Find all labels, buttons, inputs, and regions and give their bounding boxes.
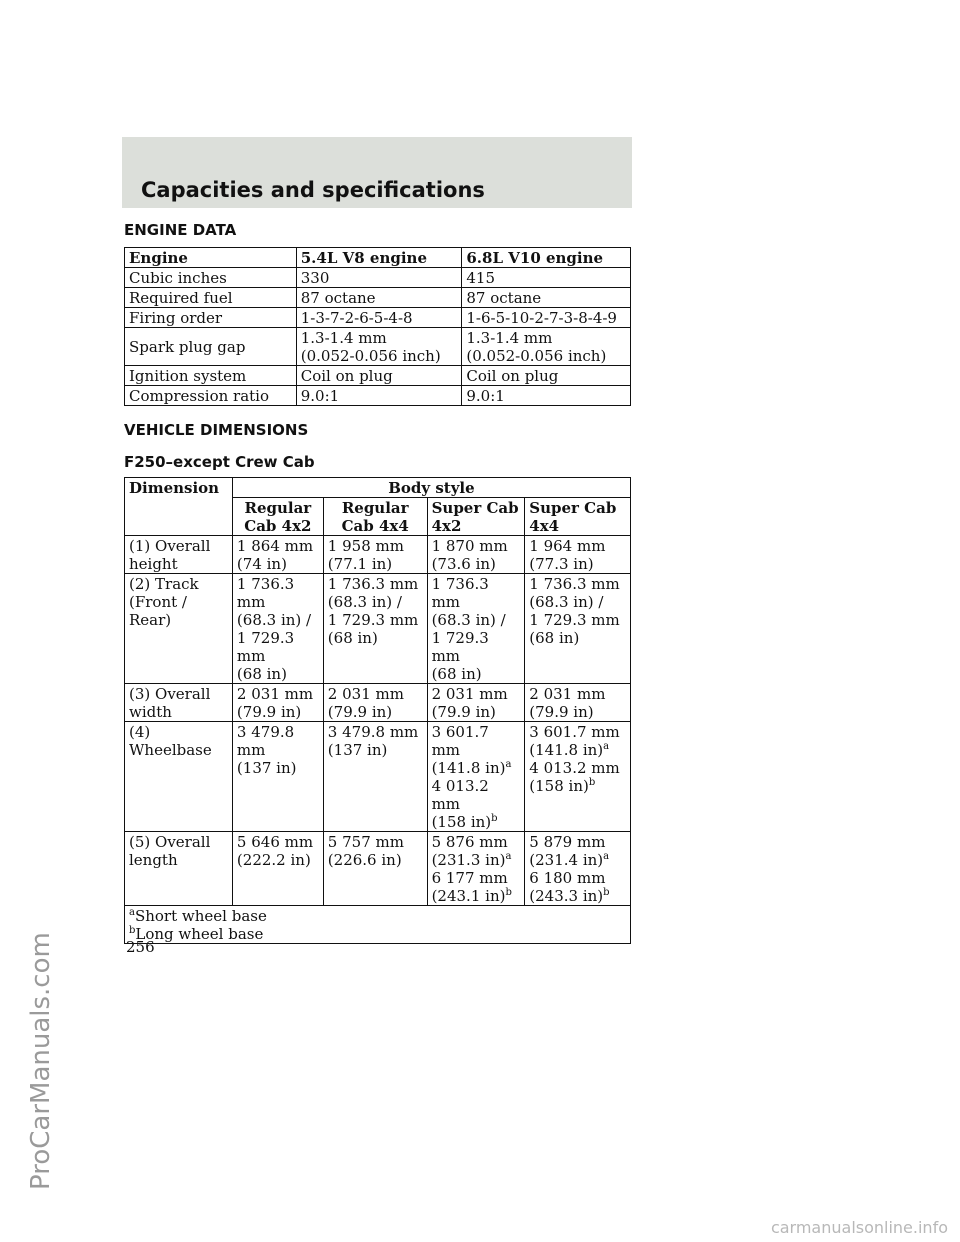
table-cell: 1 958 mm (77.1 in) [323,536,427,574]
table-cell: 9.0:1 [296,386,462,406]
table-row [125,308,631,328]
table-cell: 3 479.8 mm (137 in) [323,722,427,832]
body-style-column-header: Super Cab 4x4 [525,498,631,536]
table-row [125,722,631,832]
table-row [125,832,631,906]
side-watermark: ProCarManuals.com [26,932,56,1190]
table-cell: 3 601.7 mm (141.8 in)$^a$ 4 013.2 mm (158 in)$^b$ [525,722,631,832]
table-row [125,684,631,722]
table-row [125,536,631,574]
row-label: Required fuel [125,288,297,308]
table-row [125,328,631,366]
row-label: (5) Overall length [125,832,233,906]
footnotes [125,906,631,944]
engine-data-table [124,247,631,406]
vehicle-dimensions-heading: VEHICLE DIMENSIONS [124,421,309,439]
row-label: (4) Wheelbase [125,722,233,832]
table-row [125,366,631,386]
table-cell: 5 879 mm (231.4 in)$^a$ 6 180 mm (243.3 in)$^b$ [525,832,631,906]
row-label: Firing order [125,308,297,328]
table-cell: 9.0:1 [462,386,631,406]
table-cell: 415 [462,268,631,288]
row-label: Cubic inches [125,268,297,288]
page-title: Capacities and specifications [141,178,485,202]
table-row [125,268,631,288]
dimension-column-header: Dimension [125,478,233,536]
table-cell: 330 [296,268,462,288]
table-cell: 1 870 mm (73.6 in) [427,536,525,574]
table-cell: 87 octane [296,288,462,308]
table-cell: 1-3-7-2-6-5-4-8 [296,308,462,328]
table-cell: Coil on plug [296,366,462,386]
footnotes-row [125,906,631,944]
table-cell: 1 964 mm (77.3 in) [525,536,631,574]
footnote: $^a$Short wheel base [129,907,267,925]
body-style-column-header: Regular Cab 4x4 [323,498,427,536]
table-cell: 1 736.3 mm (68.3 in) / 1 729.3 mm (68 in) [427,574,525,684]
table-cell: 5 757 mm (226.6 in) [323,832,427,906]
row-label: (2) Track (Front / Rear) [125,574,233,684]
table-cell: 87 octane [462,288,631,308]
row-label: Ignition system [125,366,297,386]
table-cell: 2 031 mm (79.9 in) [323,684,427,722]
row-label: (3) Overall width [125,684,233,722]
table-cell: 1 736.3 mm (68.3 in) / 1 729.3 mm (68 in) [525,574,631,684]
row-label: (1) Overall height [125,536,233,574]
row-label: Spark plug gap [125,328,297,366]
vehicle-dimensions-table [124,477,631,944]
engine-table-header-row [125,248,631,268]
table-cell: Coil on plug [462,366,631,386]
body-style-header: Body style [232,478,630,498]
bottom-watermark: carmanualsonline.info [770,1218,948,1237]
table-cell: 3 601.7 mm (141.8 in)$^a$ 4 013.2 mm (158 in)$^b$ [427,722,525,832]
table-cell: 2 031 mm (79.9 in) [525,684,631,722]
dimensions-subheading: F250–except Crew Cab [124,453,315,471]
table-cell: 1-6-5-10-2-7-3-8-4-9 [462,308,631,328]
footnote: $^b$Long wheel base [129,925,264,943]
dimensions-header-row [125,478,631,498]
table-cell: 1 736.3 mm (68.3 in) / 1 729.3 mm (68 in) [232,574,323,684]
table-cell: 1.3-1.4 mm (0.052-0.056 inch) [462,328,631,366]
engine-column-header: 5.4L V8 engine [296,248,462,268]
table-cell: 5 646 mm (222.2 in) [232,832,323,906]
table-cell: 1 736.3 mm (68.3 in) / 1 729.3 mm (68 in) [323,574,427,684]
engine-data-heading: ENGINE DATA [124,221,237,239]
table-cell: 1.3-1.4 mm (0.052-0.056 inch) [296,328,462,366]
table-cell: 5 876 mm (231.3 in)$^a$ 6 177 mm (243.1 in)$^b$ [427,832,525,906]
table-cell: 1 864 mm (74 in) [232,536,323,574]
table-row [125,386,631,406]
body-style-column-header: Super Cab 4x2 [427,498,525,536]
table-row [125,288,631,308]
table-cell: 3 479.8 mm (137 in) [232,722,323,832]
page-number: 256 [126,938,155,956]
row-label: Compression ratio [125,386,297,406]
engine-column-header: Engine [125,248,297,268]
table-cell: 2 031 mm (79.9 in) [232,684,323,722]
body-style-column-header: Regular Cab 4x2 [232,498,323,536]
table-cell: 2 031 mm (79.9 in) [427,684,525,722]
table-row [125,574,631,684]
engine-column-header: 6.8L V10 engine [462,248,631,268]
